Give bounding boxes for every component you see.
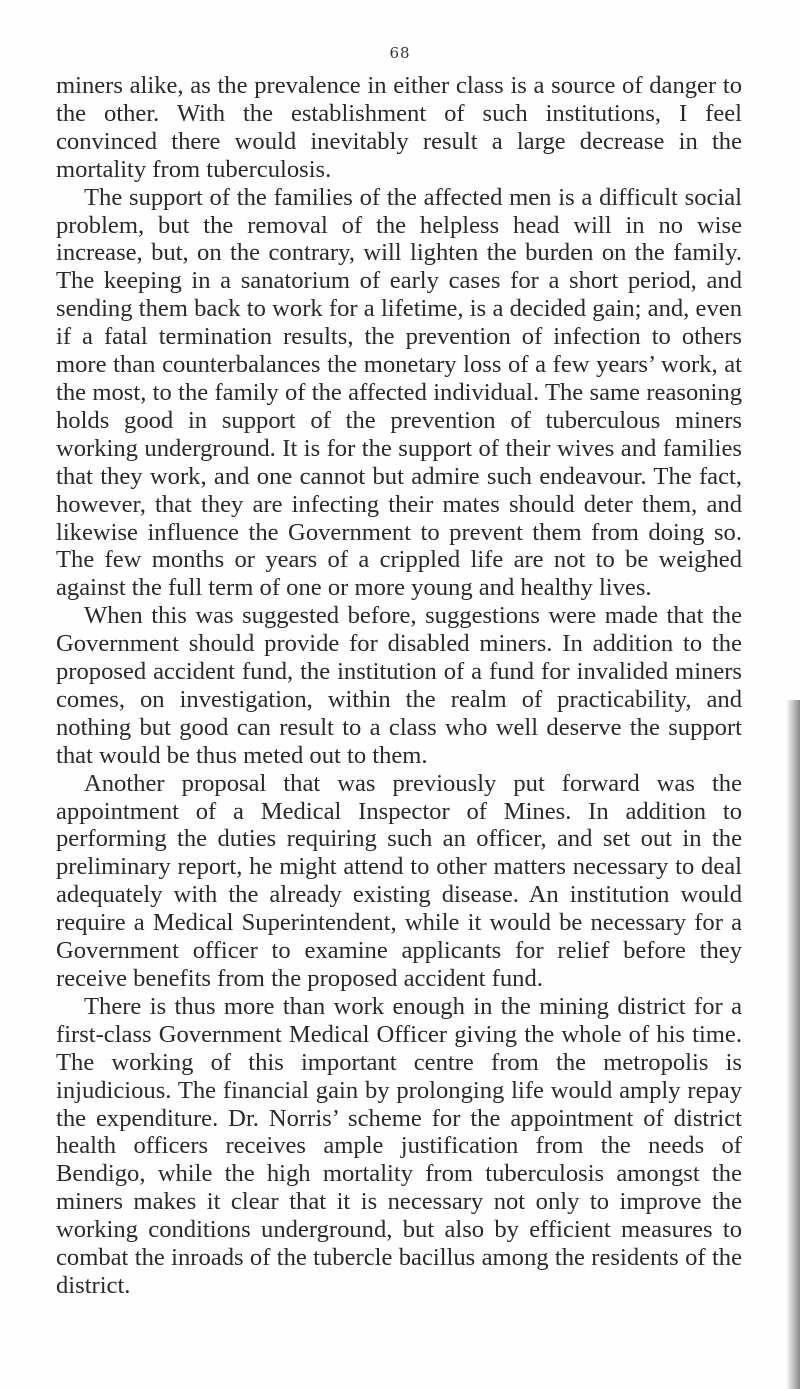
page-edge-shadow — [786, 700, 800, 1389]
page-number: 68 — [389, 44, 411, 62]
paragraph-continuation: miners alike, as the prevalence in either class is a source of danger to the other. With the establishment of such institutions, I feel convinced there would inevitably result a large decrease in the mortality from tuberculosis. — [56, 72, 742, 183]
paragraph-medical-inspector: Another proposal that was previously put forward was the appointment of a Medical Inspector of Mines. In addition to performing the duties requiring such an officer, and set out in the preliminary report, he might attend to other matters necessary to deal adequately with the already existing disease. An institution would require a Medical Superintendent, while it would be necessary for a Government officer to examine applicants for relief before they receive benefits from the proposed accident fund. — [56, 769, 742, 992]
paragraph-government-officer: There is thus more than work enough in the mining district for a first-class Government Medical Officer giving the whole of his time. The working of this important centre from the metropolis is injudicious. The financial gain by prolonging life would amply repay the expenditure. Dr. Norris’ scheme for the appointment of district health officers receives ample justification from the needs of Bendigo, while the high mortality from tuberculosis amongst the miners makes it clear that it is necessary not only to improve the working conditions underground, but also by efficient measures to combat the inroads of the tubercle bacillus among the residents of the district. — [56, 992, 742, 1299]
paragraph-family-support: The support of the families of the affected men is a difficult social problem, but the removal of the helpless head will in no wise increase, but, on the contrary, will lighten the burden on the family. The keeping in a sanatorium of early cases for a short period, and sending them back to work for a lifetime, is a decided gain; and, even if a fatal termination results, the prevention of infection to others more than counterbalances the monetary loss of a few years’ work, at the most, to the family of the affected individual. The same reasoning holds good in support of the prevention of tuberculous miners working underground. It is for the support of their wives and families that they work, and one cannot but admire such endeavour. The fact, however, that they are infecting their mates should deter them, and likewise influence the Government to prevent them from doing so. The few months or years of a crippled life are not to be weighed against the full term of one or more young and healthy lives. — [56, 183, 742, 602]
body-text — [56, 72, 742, 1300]
paragraph-disabled-miners: When this was suggested before, suggestions were made that the Government should provide for disabled miners. In addition to the proposed accident fund, the institution of a fund for invalided miners comes, on investigation, within the realm of practicability, and nothing but good can result to a class who well deserve the support that would be thus meted out to them. — [56, 602, 742, 769]
